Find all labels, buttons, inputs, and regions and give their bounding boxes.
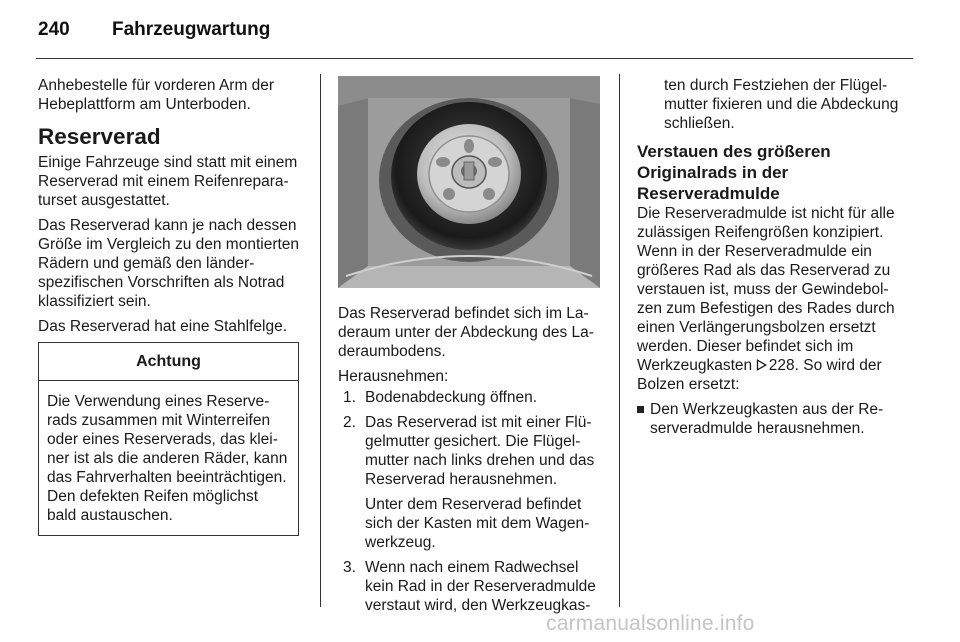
column-middle xyxy=(338,76,604,621)
page-header xyxy=(38,20,270,39)
list-item xyxy=(637,400,901,438)
removal-label: Herausnehmen: xyxy=(338,368,449,385)
paragraph-text-end: . So wird der Bolzen ersetzt: xyxy=(637,357,882,393)
bullet-list xyxy=(637,400,901,438)
page-reference-icon xyxy=(756,359,767,371)
intro-text: Anhebestelle für vorderen Arm der Hebeplattform am Unterboden. xyxy=(38,77,275,113)
paragraph-1: Einige Fahrzeuge sind statt mit einem Reserverad mit einem Reifenreparaturset ausgestattet. xyxy=(38,154,298,209)
step-note: Unter dem Reserverad befindet sich der Kasten mit dem Wagenwerkzeug. xyxy=(365,496,590,551)
photo-caption: Das Reserverad befindet sich im Laderaum unter der Abdeckung des Laderaumbodens. xyxy=(338,305,594,360)
subsection-heading: Verstauen des größeren Originalrads in der Reserveradmulde xyxy=(637,142,831,203)
step-item xyxy=(338,558,604,615)
page-reference-number: 228 xyxy=(768,357,795,374)
bullet-square-icon xyxy=(637,406,644,413)
step-number: 2. xyxy=(343,414,356,431)
step-text: Das Reserverad ist mit einer Flügelmutter gesichert. Die Flügelmutter nach links drehen und das Reserverad herausnehmen. xyxy=(365,414,595,488)
continued-text: ten durch Festziehen der Flügelmutter fixieren und die Abdeckung schließen. xyxy=(664,77,899,132)
paragraph-text: Die Reserveradmulde ist nicht für alle zulässigen Reifengrößen konzipiert. Wenn in der Reserveradmulde ein größeres Rad als das Reserverad zu verstauen ist, muss der Gewindebolzen zum Befestigen des Rades durch einen Verlängerungsbolzen ersetzt werden. Dieser befindet sich im Werkzeugkasten xyxy=(637,205,895,374)
step-number: 3. xyxy=(343,559,356,576)
warning-box xyxy=(38,342,299,536)
header-rule xyxy=(36,58,913,59)
spare-wheel-photo xyxy=(338,76,600,288)
column-separator-2 xyxy=(619,74,620,607)
column-left xyxy=(38,76,306,536)
warning-title: Achtung xyxy=(39,343,298,381)
step-number: 1. xyxy=(343,389,356,406)
removal-steps xyxy=(338,388,604,615)
page-number: 240 xyxy=(38,19,70,40)
column-right xyxy=(637,76,901,438)
warning-body: Die Verwendung eines Reserverads zusammen mit Winterreifen oder eines Reserverads, das kleiner ist als die anderen Räder, kann das Fahrverhalten beeinträchtigen. Den defekten Reifen möglichst bald austauschen. xyxy=(47,393,288,524)
paragraph-2: Das Reserverad kann je nach dessen Größe im Vergleich zu den montierten Rädern und gemäß den länderspezifischen Vorschriften als Notrad klassifiziert sein. xyxy=(38,217,300,310)
watermark: carmanualsonline.info xyxy=(546,612,755,635)
section-heading-reserverad: Reserverad xyxy=(38,124,161,149)
step-text: Bodenabdeckung öffnen. xyxy=(365,389,538,406)
paragraph-storage xyxy=(637,204,901,394)
step-text: Wenn nach einem Radwechsel kein Rad in der Reserveradmulde verstaut wird, den Werkzeugkas- xyxy=(365,559,596,614)
step-item xyxy=(338,388,604,407)
column-separator-1 xyxy=(320,74,321,607)
paragraph-3: Das Reserverad hat eine Stahlfelge. xyxy=(38,318,288,335)
step-item xyxy=(338,413,604,552)
list-item-text: Den Werkzeugkasten aus der Reserveradmulde herausnehmen. xyxy=(650,401,884,437)
chapter-title: Fahrzeugwartung xyxy=(112,19,271,40)
